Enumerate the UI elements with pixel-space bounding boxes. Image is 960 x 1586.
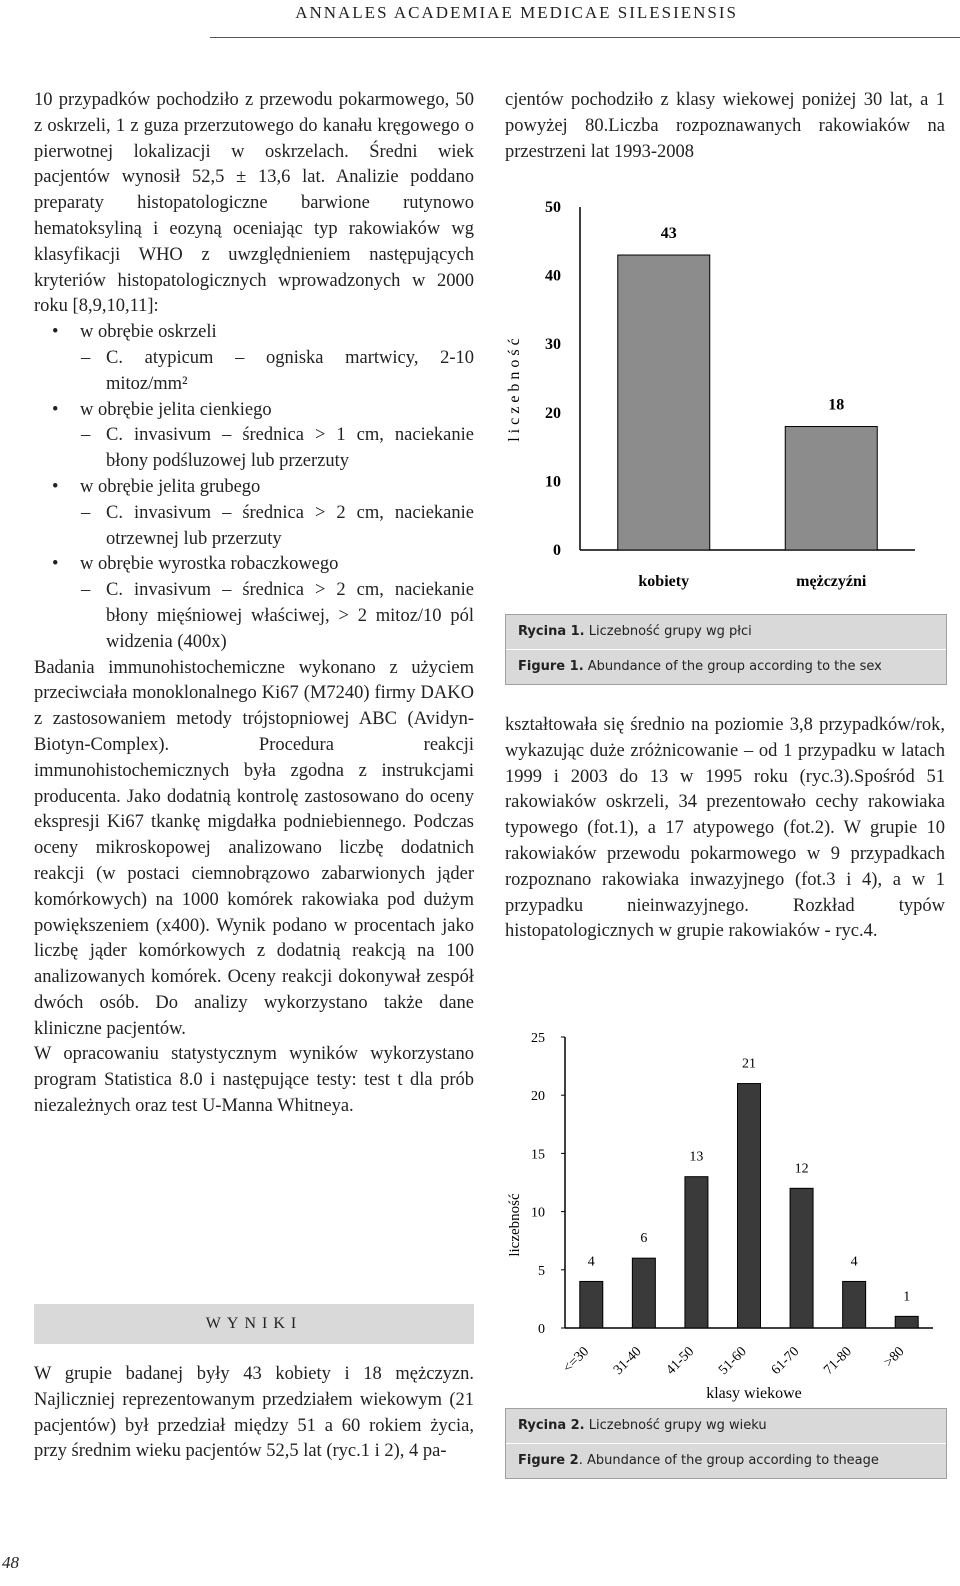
figure-1-caption-pl <box>506 615 946 649</box>
criteria-bullet-large-intestine: • w obrębie jelita grubego <box>34 475 474 501</box>
criteria-bullet-small-intestine: • w obrębie jelita cienkiego <box>34 398 474 424</box>
bar-51-60 <box>738 1084 761 1328</box>
category-label: 31-40 <box>610 1344 645 1378</box>
category-label: 41-50 <box>663 1344 698 1378</box>
category-label: 51-60 <box>716 1344 750 1378</box>
figure-1-caption-en <box>506 649 946 684</box>
results-continuation: cjentów pochodziło z klasy wiekowej poniżej 30 lat, a 1 powyżej 80.Liczba rozpoznawanych rakowiaków na przestrzeni lat 1993-2008 <box>505 90 945 162</box>
data-label: 21 <box>742 1056 756 1072</box>
bar-71-80 <box>843 1281 866 1328</box>
y-tick-label: 50 <box>545 199 561 216</box>
running-header <box>0 3 960 39</box>
methods-paragraph-1: 10 przypadków pochodziło z przewodu pokarmowego, 50 z oskrzeli, 1 z guza przerzutowego do kanału kręgowego o pierwotnej lokalizacji w oskrzelach. Średni wiek pacjentów wynosił 52,5 ± 13,6 lat. Analizie poddano preparaty histopatologiczne barwione rutynowo hematoksyliną i eozyną oceniając typ rakowiaków wg klasyfikacji WHO z uwzględnieniem następujących kryteriów histopatologicznych wprowadzonych w 2000 roku [8,9,10,11]: <box>34 90 474 317</box>
data-label: 6 <box>640 1231 648 1247</box>
criteria-bullet-appendix: • w obrębie wyrostka robaczkowego <box>34 552 474 578</box>
data-label: 1 <box>903 1289 911 1305</box>
chart-figure-1 <box>505 188 955 604</box>
figure-1-text-pl: Liczebność grupy wg płci <box>588 624 752 639</box>
y-tick-label: 40 <box>545 267 561 285</box>
journal-title: ANNALES ACADEMIAE MEDICAE SILESIENSIS <box>295 3 738 22</box>
figure-1-label-en: Figure 1. <box>518 659 584 674</box>
category-label: kobiety <box>638 573 690 590</box>
figure-2-text-pl: Liczebność grupy wg wieku <box>588 1418 767 1433</box>
bar-41-50 <box>685 1177 708 1328</box>
figure-2-caption-pl <box>506 1409 946 1443</box>
criteria-dash-appendix: – C. invasivum – średnica > 2 cm, naciekanie błony mięśniowej właściwej, > 2 mitoz/10 pól widzenia (400x) <box>34 578 474 655</box>
criteria-dash-small-intestine: – C. invasivum – średnica > 1 cm, naciekanie błony podśluzowej lub przerzuty <box>34 423 474 475</box>
figure-2-label-pl: Rycina 2. <box>518 1418 585 1433</box>
bar-kobiety <box>618 255 710 550</box>
data-label: 4 <box>587 1254 595 1270</box>
y-tick-label: 10 <box>545 473 561 491</box>
results-text: W grupie badanej były 43 kobiety i 18 mężczyzn. Najliczniej reprezentowanym przedziałem wiekowym (21 pacjentów) był przedział między 51 a 60 rokiem życia, przy średnim wieku pacjentów 52,5 lat (ryc.1 i 2), 4 pa- <box>34 1364 474 1462</box>
criteria-bullet-bronchi: • w obrębie oskrzeli <box>34 320 474 346</box>
figure-1-text-en: Abundance of the group according to the sex <box>587 659 882 674</box>
methods-paragraph-3: W opracowaniu statystycznym wyników wykorzystano program Statistica 8.0 i następujące testy: test t dla prób niezależnych oraz test U-Manna Whitneya. <box>34 1044 474 1117</box>
methods-paragraph-2: Badania immunohistochemiczne wykonano z użyciem przeciwciała monoklonalnego Ki67 (M7240) firmy DAKO z zastosowaniem metody trójstopniowej ABC (Avidyn-Biotyn-Complex). Procedura reakcji immunohistochemicznych była zgodna z instrukcjami producenta. Jako dodatnią kontrolę zastosowano do oceny ekspresji Ki67 tkankę migdałka podniebiennego. Podczas oceny mikroskopowej analizowano liczbę dodatnich reakcji (w postaci ciemnobrązowo zabarwionych jąder komórkowych) na 1000 komórek rakowiaka pod dużym powiększeniem (x400). Wynik podano w procentach jako liczbę jąder komórkowych z dodatnią reakcją na 100 analizowanych komórek. Oceny reakcji dokonywał zespół dwóch osób. Do analizy wykorzystano także dane kliniczne pacjentów. <box>34 657 474 1039</box>
data-label: 12 <box>794 1161 809 1177</box>
y-tick-label: 0 <box>538 1322 545 1337</box>
category-label: <=30 <box>560 1344 593 1376</box>
criteria-dash-large-intestine: – C. invasivum – średnica > 2 cm, naciekanie otrzewnej lub przerzuty <box>34 501 474 553</box>
left-column <box>34 88 474 1120</box>
y-tick-label: 15 <box>531 1147 545 1163</box>
y-tick-label: 0 <box>553 542 561 559</box>
figure-2-caption <box>505 1408 947 1479</box>
y-tick-label: 5 <box>538 1263 545 1279</box>
bar->80 <box>895 1316 918 1328</box>
bar-31-40 <box>632 1258 655 1328</box>
data-label: 4 <box>850 1254 858 1270</box>
right-column-top <box>505 88 945 165</box>
y-tick-label: 10 <box>531 1205 545 1221</box>
figure-1-caption <box>505 614 947 685</box>
figure-2-caption-en <box>506 1443 946 1478</box>
y-tick-label: 25 <box>531 1031 545 1046</box>
category-label: 71-80 <box>821 1344 855 1378</box>
bar-mężczyźni <box>785 427 877 550</box>
y-axis-label: liczebność <box>507 1193 523 1257</box>
chart-figure-2 <box>505 1020 955 1408</box>
y-tick-label: 20 <box>531 1089 545 1105</box>
data-label: 43 <box>660 225 677 243</box>
bar-<=30 <box>580 1281 603 1328</box>
category-label: 61-70 <box>768 1344 803 1378</box>
y-axis-label: liczebność <box>506 334 523 442</box>
x-axis-label: klasy wiekowe <box>706 1385 802 1402</box>
bar-61-70 <box>790 1188 813 1328</box>
category-label: mężczyźni <box>796 573 867 590</box>
data-label: 13 <box>689 1149 704 1165</box>
page-number: 48 <box>2 1553 19 1572</box>
category-label: >80 <box>881 1344 908 1371</box>
y-tick-label: 30 <box>545 336 561 354</box>
right-column-middle <box>505 713 945 945</box>
figure-2-label-en: Figure 2 <box>518 1453 579 1468</box>
results-paragraph-2: kształtowała się średnio na poziomie 3,8 przypadków/rok, wykazując duże zróżnicowanie – od 1 przypadku w latach 1999 i 2003 do 13 w 1995 roku (ryc.3).Spośród 51 rakowiaków oskrzeli, 34 prezentowało cechy rakowiaka typowego (fot.1), a 17 atypowego (fot.2). W grupie 10 rakowiaków przewodu pokarmowego w 9 przypadkach rozpoznano rakowiaka inwazyjnego (fot.3 i 4), a w 1 przypadku nieinwazyjnego. Rozkład typów histopatologicznych w grupie rakowiaków - ryc.4. <box>505 715 945 942</box>
criteria-dash-bronchi: – C. atypicum – ogniska martwicy, 2-10 mitoz/mm² <box>34 346 474 398</box>
figure-2-text-en: . Abundance of the group according to theage <box>578 1453 879 1468</box>
figure-1-label-pl: Rycina 1. <box>518 624 585 639</box>
y-tick-label: 20 <box>545 404 561 422</box>
header-rule <box>210 37 960 38</box>
data-label: 18 <box>828 396 845 414</box>
results-paragraph <box>34 1362 474 1465</box>
section-heading-results: WYNIKI <box>34 1304 474 1344</box>
